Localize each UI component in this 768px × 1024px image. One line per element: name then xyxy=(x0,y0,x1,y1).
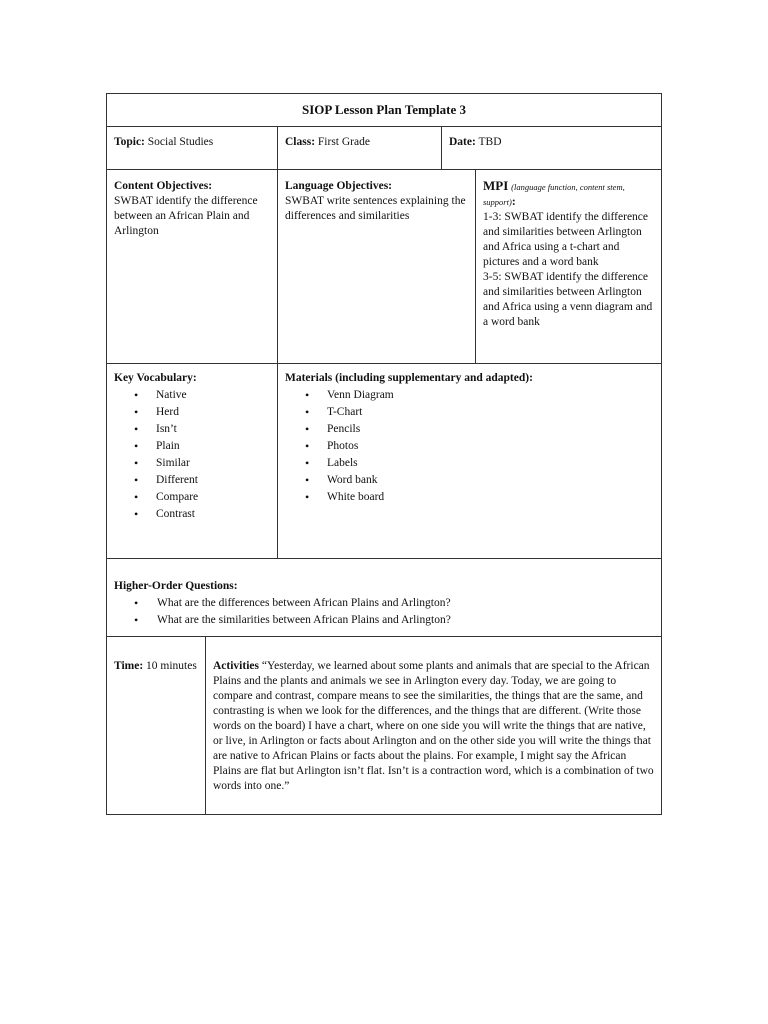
list-item: • What are the differences between African Plains and Arlington? xyxy=(157,595,655,612)
content-objectives-text: SWBAT identify the difference between an African Plain and Arlington xyxy=(114,195,258,237)
date-label: Date: xyxy=(449,136,476,148)
vocabulary-label: Key Vocabulary: xyxy=(114,372,197,384)
objectives-row xyxy=(107,169,661,363)
questions-label: Higher-Order Questions: xyxy=(114,580,238,592)
list-item: • Compare xyxy=(156,489,271,506)
mpi-line: 3-5: SWBAT identify the difference and similarities between Arlington and Africa using a venn diagram and a word bank xyxy=(483,271,653,328)
materials-list xyxy=(285,387,655,506)
time-label: Time: xyxy=(114,660,144,672)
list-item: • White board xyxy=(327,489,655,506)
language-objectives-cell xyxy=(277,170,475,363)
list-item: • Contrast xyxy=(156,506,271,523)
content-objectives-cell xyxy=(107,170,277,363)
list-item: • Pencils xyxy=(327,421,655,438)
questions-list xyxy=(114,595,655,629)
date-value: TBD xyxy=(478,136,502,148)
time-cell xyxy=(107,637,205,814)
topic-label: Topic: xyxy=(114,136,145,148)
language-objectives-text: SWBAT write sentences explaining the differences and similarities xyxy=(285,195,466,222)
list-item: • Plain xyxy=(156,438,271,455)
questions-cell xyxy=(107,559,661,636)
mpi-cell xyxy=(475,170,661,363)
activity-row xyxy=(107,636,661,814)
vocabulary-cell xyxy=(107,364,277,558)
vocab-materials-row xyxy=(107,363,661,558)
activities-text: “Yesterday, we learned about some plants and animals that are special to the African Plains and the plants and animals we see in Arlington every day. Today, we are going to compare and contrast, compare means to see the similarities, the things that are the same, and contrasting is when we look for the differences, and the things that are different. (Write those words on the board) I have a chart, where on one side you will write the things that are native, or live, in Arlington or facts about Arlington and on the other side you will write the things that are native to African Plains or facts about the plains. For example, I might say the African Plains are flat but Arlington isn’t flat. Isn’t is a contraction word, which is a combination of two words into one.” xyxy=(213,660,654,792)
class-value: First Grade xyxy=(317,136,370,148)
time-value: 10 minutes xyxy=(146,660,197,672)
content-objectives-label: Content Objectives: xyxy=(114,180,213,192)
list-item: • Native xyxy=(156,387,271,404)
topic-cell xyxy=(107,127,277,169)
materials-cell xyxy=(277,364,661,558)
materials-label: Materials (including supplementary and adapted): xyxy=(285,372,533,384)
activities-cell xyxy=(205,637,661,814)
topic-value: Social Studies xyxy=(147,136,214,148)
date-cell xyxy=(441,127,661,169)
list-item: • Venn Diagram xyxy=(327,387,655,404)
lesson-plan-table xyxy=(106,93,662,815)
list-item: • Photos xyxy=(327,438,655,455)
vocabulary-list xyxy=(114,387,271,523)
mpi-note: (language function, content stem, support) xyxy=(483,182,625,207)
page-title: SIOP Lesson Plan Template 3 xyxy=(302,102,466,117)
class-label: Class: xyxy=(285,136,316,148)
header-row xyxy=(107,126,661,169)
list-item: • T-Chart xyxy=(327,404,655,421)
mpi-label: MPI xyxy=(483,178,509,193)
list-item: • Similar xyxy=(156,455,271,472)
mpi-line: 1-3: SWBAT identify the difference and similarities between Arlington and Africa using a t-chart and pictures and a word bank xyxy=(483,211,649,268)
mpi-heading xyxy=(483,178,655,210)
list-item: • Labels xyxy=(327,455,655,472)
list-item: • Word bank xyxy=(327,472,655,489)
list-item: • Isn’t xyxy=(156,421,271,438)
activities-label: Activities xyxy=(213,660,259,672)
class-cell xyxy=(277,127,441,169)
mpi-colon: : xyxy=(511,196,516,208)
list-item: • What are the similarities between African Plains and Arlington? xyxy=(157,612,655,629)
title-row xyxy=(107,94,661,126)
list-item: • Herd xyxy=(156,404,271,421)
questions-row xyxy=(107,558,661,636)
list-item: • Different xyxy=(156,472,271,489)
language-objectives-label: Language Objectives: xyxy=(285,180,393,192)
